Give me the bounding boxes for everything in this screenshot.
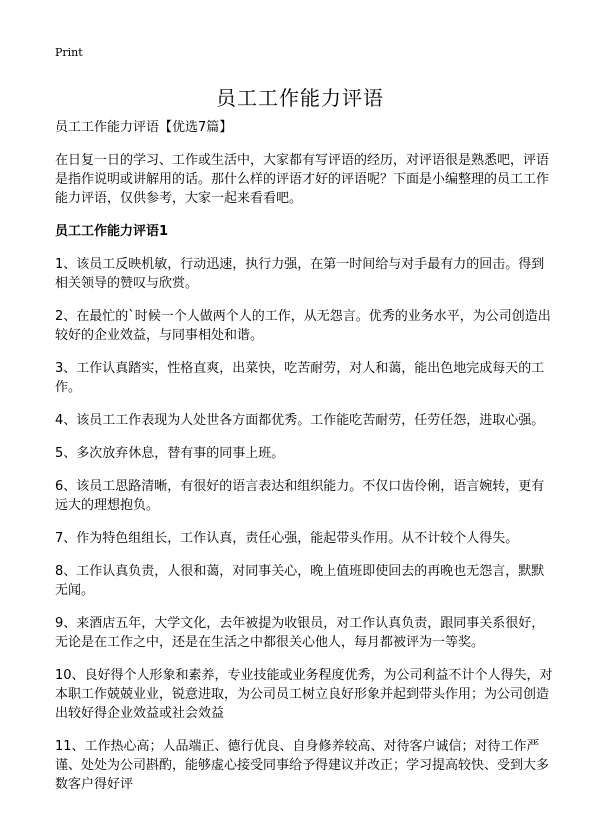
list-item: 2、在最忙的`时候一个人做两个人的工作，从无怨言。优秀的业务水平，为公司创造出较好的企业效益，与同事相处和谐。 [55, 309, 551, 343]
intro-paragraph: 在日复一日的学习、工作或生活中，大家都有写评语的经历，对评语很是熟悉吧，评语是指作说明或讲解用的话。那什么样的评语才好的评语呢？下面是小编整理的员工工作能力评语，仅供参考，大家一起来看看吧。 [55, 153, 550, 206]
list-item: 3、工作认真踏实，性格直爽，出菜快，吃苦耐劳，对人和蔼，能出色地完成每天的工作。 [55, 361, 545, 395]
list-item: 5、多次放弃休息，替有事的同事上班。 [55, 446, 285, 461]
article-body [55, 118, 557, 808]
list-item: 8、工作认真负责，人很和蔼，对同事关心，晚上值班即使回去的再晚也无怨言，默默无闻。 [55, 564, 545, 598]
section-heading: 员工工作能力评语1 [55, 224, 169, 239]
list-item: 11、工作热心高；人品端正、德行优良、自身修养较高、对待客户诚信；对待工作严谨、处处为公司斟酌，能够虚心接受同事给予得建议并改正；学习提高较快、受到大多数客户得好评 [55, 739, 550, 792]
article-subtitle: 员工工作能力评语【优选7篇】 [55, 120, 233, 135]
list-item: 10、良好得个人形象和素养，专业技能或业务程度优秀，为公司利益不计个人得失，对本职工作兢兢业业，锐意进取，为公司员工树立良好形象并起到带头作用；为公司创造出较好得企业效益或社会效益 [55, 668, 553, 721]
page-title: 员工工作能力评语 [216, 86, 384, 110]
list-item: 6、该员工思路清晰，有很好的语言表达和组织能力。不仅口齿伶俐，语言婉转，更有远大的理想抱负。 [55, 479, 545, 513]
list-item: 4、该员工工作表现为人处世各方面都优秀。工作能吃苦耐劳，任劳任怨，进取心强。 [55, 413, 545, 428]
print-link[interactable]: Print [55, 46, 83, 59]
list-item: 7、作为特色组组长，工作认真，责任心强，能起带头作用。从不计较个人得失。 [55, 531, 519, 546]
list-item: 9、来酒店五年，大学文化，去年被提为收银员，对工作认真负责，跟同事关系很好，无论是在工作之中，还是在生活之中都很关心他人，每月都被评为一等奖。 [55, 616, 545, 650]
list-item: 1、该员工反映机敏，行动迅速，执行力强，在第一时间给与对手最有力的回击。得到相关领导的赞叹与欣赏。 [55, 257, 545, 291]
